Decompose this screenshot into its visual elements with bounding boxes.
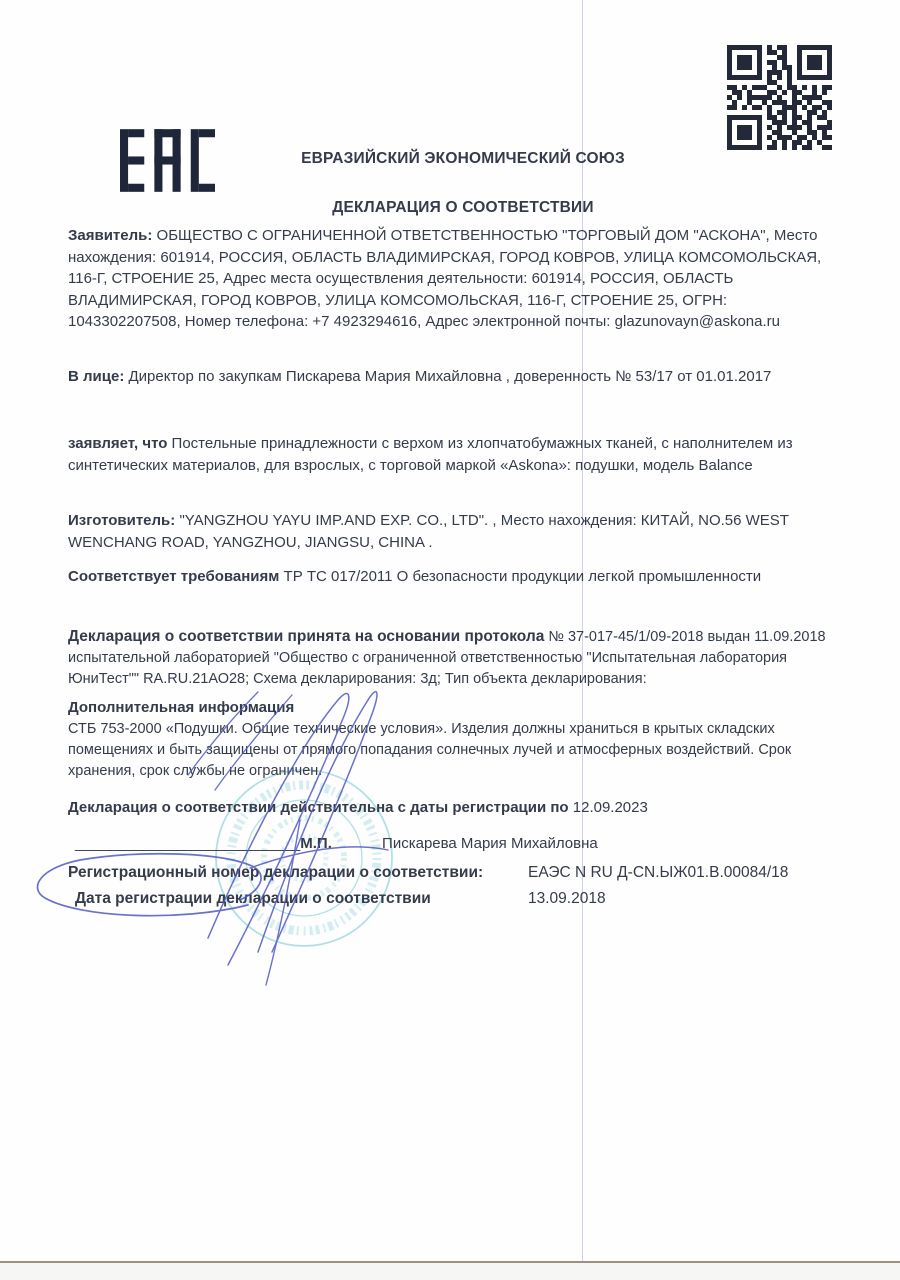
validity-label: Декларация о соответствии действительна с даты регистрации по xyxy=(68,799,569,816)
applicant-section xyxy=(68,225,840,333)
basis-label: Декларация о соответствии принята на основании протокола xyxy=(68,628,545,645)
registration-number-label: Регистрационный номер декларации о соответствии: xyxy=(68,864,484,881)
signature-ink xyxy=(0,650,450,1020)
union-header: ЕВРАЗИЙСКИЙ ЭКОНОМИЧЕСКИЙ СОЮЗ xyxy=(301,150,625,167)
applicant-label: Заявитель: xyxy=(68,227,153,244)
signature-line: ___________________________ xyxy=(75,835,301,852)
applicant-text: ОБЩЕСТВО С ОГРАНИЧЕННОЙ ОТВЕТСТВЕННОСТЬЮ "ТОРГОВЫЙ ДОМ "АСКОНА", Место нахождения: 601914, РОССИЯ, ОБЛАСТЬ ВЛАДИМИРСКАЯ, ГОРОД КОВРОВ, УЛИЦА КОМСОМОЛЬСКАЯ, 116-Г, СТРОЕНИЕ 25, Адрес места осуществления деятельности: 601914, РОССИЯ, ОБЛАСТЬ ВЛАДИМИРСКАЯ, ГОРОД КОВРОВ, УЛИЦА КОМСОМОЛЬСКАЯ, 116-Г, СТРОЕНИЕ 25, ОГРН: 1043302207508, Номер телефона: +7 4923294616, Адрес электронной почты: glazunovayn@askona.ru xyxy=(68,227,822,330)
registration-date-value: 13.09.2018 xyxy=(528,890,606,907)
complies-section xyxy=(68,566,840,588)
manufacturer-label: Изготовитель: xyxy=(68,512,176,529)
complies-label: Соответствует требованиям xyxy=(68,568,280,585)
additional-info-label: Дополнительная информация xyxy=(68,699,295,716)
declares-label: заявляет, что xyxy=(68,435,168,452)
basis-text: № 37-017-45/1/09-2018 выдан 11.09.2018 испытательной лабораторией "Общество с ограниченной ответственностью "Испытательная лаборатория ЮниТест"" RA.RU.21АО28; Схема декларирования: 3д; Тип объекта декларирования: xyxy=(68,629,826,687)
manufacturer-text: "YANGZHOU YAYU IMP.AND EXP. CO., LTD". , Место нахождения: КИТАЙ, NO.56 WEST WENCHANG ROAD, YANGZHOU, JIANGSU, CHINA . xyxy=(68,512,789,551)
scanner-background xyxy=(0,1263,900,1280)
signer-name: Пискарева Мария Михайловна xyxy=(382,835,598,852)
declares-section xyxy=(68,433,840,476)
document-title: ДЕКЛАРАЦИЯ О СООТВЕТСТВИИ xyxy=(332,199,594,216)
validity-date: 12.09.2023 xyxy=(572,799,648,816)
registration-number-value: ЕАЭС N RU Д-CN.ЫЖ01.В.00084/18 xyxy=(528,864,789,881)
representative-text: Директор по закупкам Пискарева Мария Михайловна , доверенность № 53/17 от 01.01.2017 xyxy=(128,368,772,385)
registration-date-label: Дата регистрации декларации о соответствии xyxy=(75,890,431,907)
qr-code xyxy=(727,45,832,150)
representative-section xyxy=(68,366,840,388)
additional-info-text: СТБ 753-2000 «Подушки. Общие технические условия». Изделия должны храниться в крытых складских помещениях и быть защищены от прямого попадания солнечных лучей и атмосферных воздействий. Срок хранения, срок службы не ограничен. xyxy=(68,720,792,779)
stamp-place-label: М.П. xyxy=(300,835,332,852)
manufacturer-section xyxy=(68,510,840,553)
representative-label: В лице: xyxy=(68,368,125,385)
declares-text: Постельные принадлежности с верхом из хлопчатобумажных тканей, с наполнителем из синтетических материалов, для взрослых, с торговой маркой «Askona»: подушки, модель Balance xyxy=(68,435,793,474)
complies-text: ТР ТС 017/2011 О безопасности продукции легкой промышленности xyxy=(283,568,762,585)
